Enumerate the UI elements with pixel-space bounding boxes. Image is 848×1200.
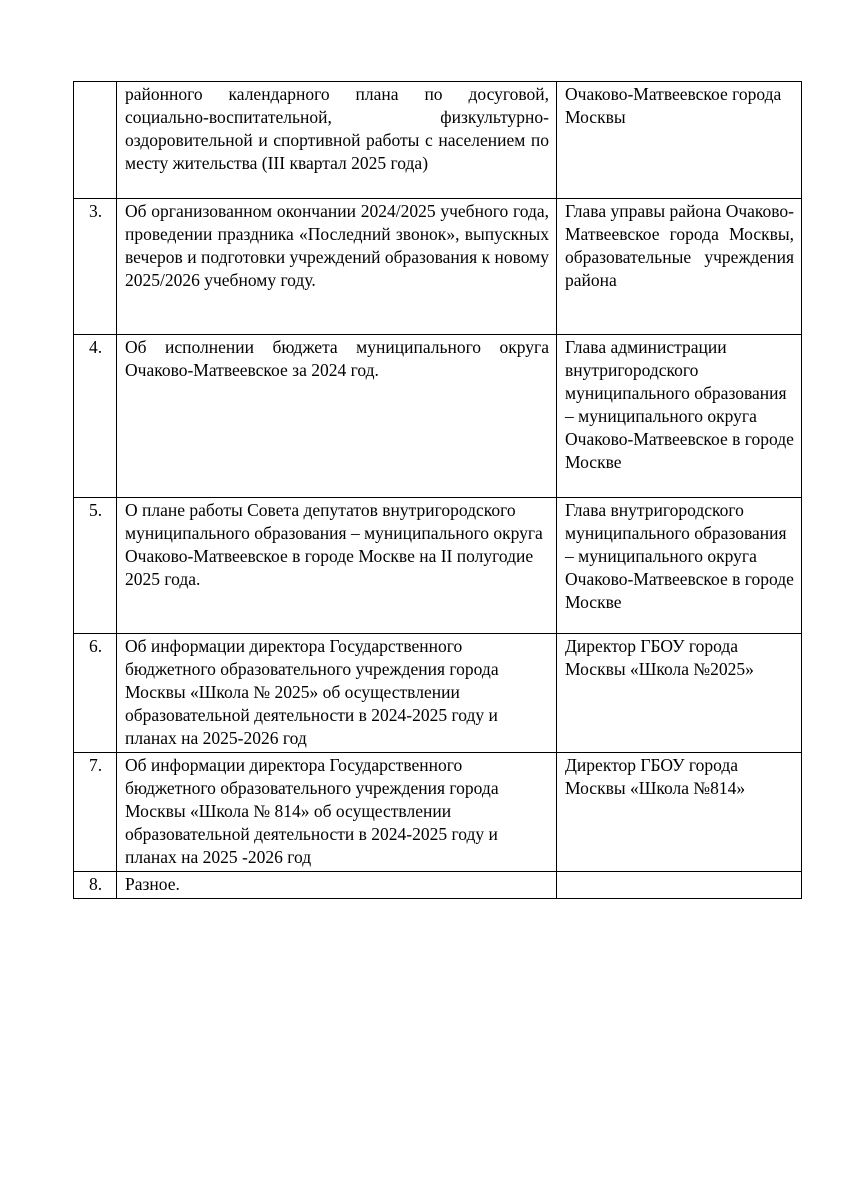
row-topic: Об информации директора Государственного бюджетного образовательного учреждения города Москвы «Школа № 814» об осуществлении образовательной деятельности в 2024-2025 году и планах на 2025 -2026 год (117, 753, 557, 872)
row-responsible: Директор ГБОУ города Москвы «Школа №814» (557, 753, 802, 872)
row-topic: районного календарного плана по досуговой, социально-воспитательной, физкультурно-оздоровительной и спортивной работы с населением по месту жительства (III квартал 2025 года) (117, 82, 557, 199)
row-responsible: Очаково-Матвеевское города Москвы (557, 82, 802, 199)
row-responsible: Глава администрации внутригородского муниципального образования – муниципального округа Очаково-Матвеевское в городе Москве (557, 335, 802, 498)
table-row (74, 82, 802, 199)
row-number: 3. (74, 199, 117, 335)
row-responsible: Глава управы района Очаково-Матвеевское города Москвы, образовательные учреждения района (557, 199, 802, 335)
table-row (74, 335, 802, 498)
row-number: 7. (74, 753, 117, 872)
row-number: 5. (74, 498, 117, 634)
row-topic: Разное. (117, 872, 557, 899)
row-topic: Об информации директора Государственного бюджетного образовательного учреждения города Москвы «Школа № 2025» об осуществлении образовательной деятельности в 2024-2025 году и планах на 2025-2026 год (117, 634, 557, 753)
table-row (74, 634, 802, 753)
row-number: 6. (74, 634, 117, 753)
row-topic: Об исполнении бюджета муниципального округа Очаково-Матвеевское за 2024 год. (117, 335, 557, 498)
agenda-table (73, 81, 802, 899)
row-number (74, 82, 117, 199)
row-topic: Об организованном окончании 2024/2025 учебного года, проведении праздника «Последний звонок», выпускных вечеров и подготовки учреждений образования к новому 2025/2026 учебному году. (117, 199, 557, 335)
row-responsible (557, 872, 802, 899)
row-number: 8. (74, 872, 117, 899)
row-responsible: Директор ГБОУ города Москвы «Школа №2025» (557, 634, 802, 753)
table-row (74, 872, 802, 899)
row-topic: О плане работы Совета депутатов внутригородского муниципального образования – муниципального округа Очаково-Матвеевское в городе Москве на II полугодие 2025 года. (117, 498, 557, 634)
table-row (74, 498, 802, 634)
row-number: 4. (74, 335, 117, 498)
row-responsible: Глава внутригородского муниципального образования – муниципального округа Очаково-Матвеевское в городе Москве (557, 498, 802, 634)
table-row (74, 753, 802, 872)
table-row (74, 199, 802, 335)
